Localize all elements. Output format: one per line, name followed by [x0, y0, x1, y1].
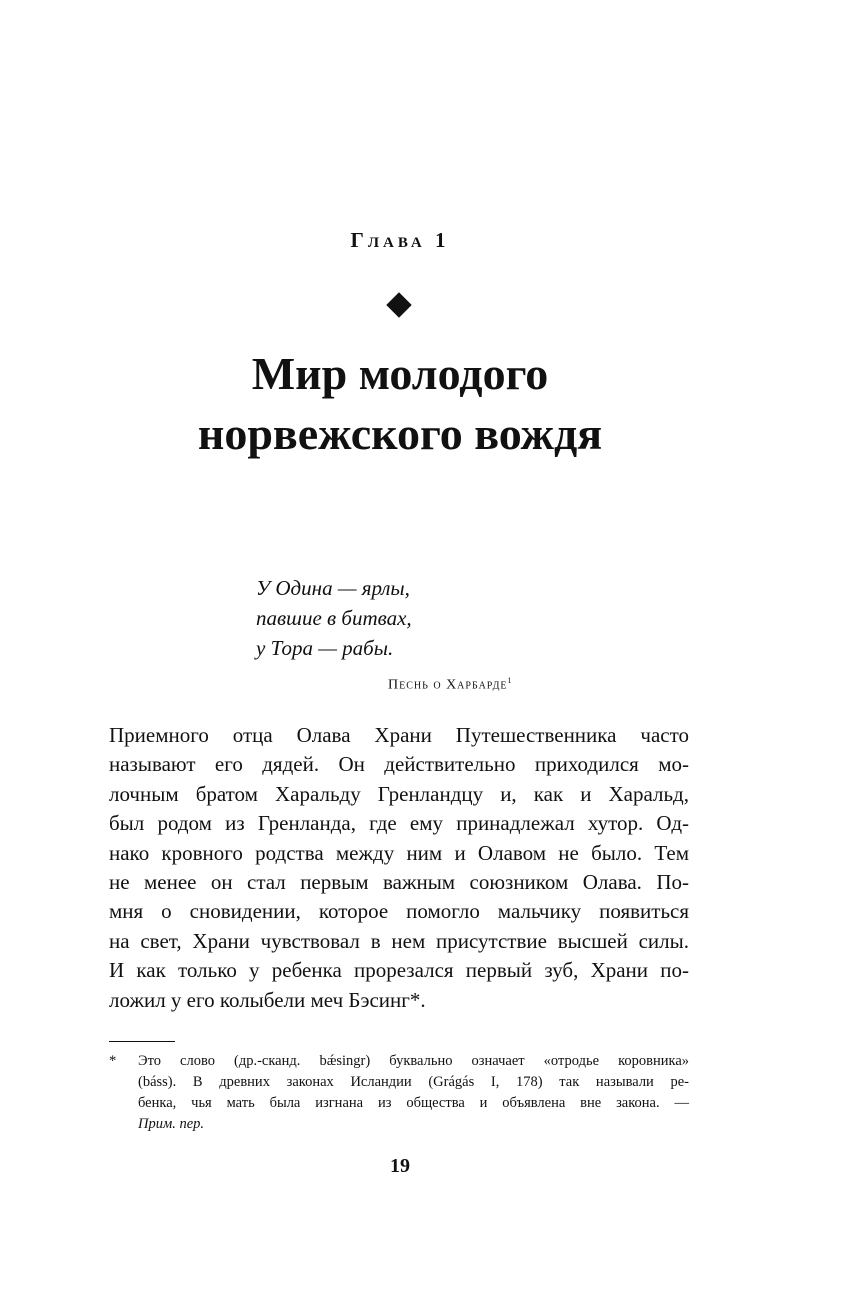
epigraph-line: у Тора — рабы. [256, 636, 394, 660]
body-line: Приемного отца Олава Храни Путешественника часто [109, 723, 689, 747]
epigraph [256, 573, 412, 663]
footnote-line: (báss). В древних законах Исландии (Grágás I, 178) так называли ре- [138, 1074, 689, 1090]
epigraph-source [388, 676, 513, 694]
chapter-label: Глава 1 [350, 228, 450, 252]
epigraph-line: павшие в битвах, [256, 606, 412, 630]
footnote-line: Прим. пер. [138, 1116, 205, 1132]
body-line: И как только у ребенка прорезался первый зуб, Храни по- [109, 958, 689, 983]
page-number: 19 [390, 1155, 410, 1177]
diamond-ornament-icon [386, 292, 411, 317]
footnote-line: Это слово (др.-сканд. bǽsingr) буквально означает «отродье коровника» [138, 1053, 689, 1069]
body-line: называют его дядей. Он действительно приходился мо- [109, 752, 689, 777]
footnote-text [138, 1051, 689, 1135]
body-line: ложил у его колыбели меч Бэсинг*. [109, 987, 426, 1012]
epigraph-line: У Одина — ярлы, [256, 576, 410, 600]
body-line: нако кровного родства между ним и Олавом не было. Тем [109, 840, 689, 865]
chapter-title [0, 344, 800, 464]
footnote-marker: * [109, 1053, 117, 1069]
body-paragraph [109, 721, 689, 1015]
body-line: на свет, Храни чувствовал в нем присутствие высшей силы. [109, 928, 689, 953]
chapter-title-line: Мир молодого [251, 348, 549, 399]
body-line: мня о сновидении, которое помогло мальчику появиться [109, 899, 689, 924]
epigraph-source-title: Песнь о Харбарде [388, 677, 508, 693]
epigraph-source-note-ref[interactable]: 1 [507, 676, 513, 685]
chapter-title-line: норвежского вождя [197, 408, 603, 459]
body-line: был родом из Гренланда, где ему принадлежал хутор. Од- [109, 811, 689, 836]
footnote-line: бенка, чья мать была изгнана из общества и объявлена вне закона. — [138, 1095, 689, 1111]
body-line: не менее он стал первым важным союзником Олава. По- [109, 870, 689, 895]
footnote-divider [109, 1041, 175, 1042]
body-line: лочным братом Харальду Гренландцу и, как и Харальд, [109, 781, 689, 806]
